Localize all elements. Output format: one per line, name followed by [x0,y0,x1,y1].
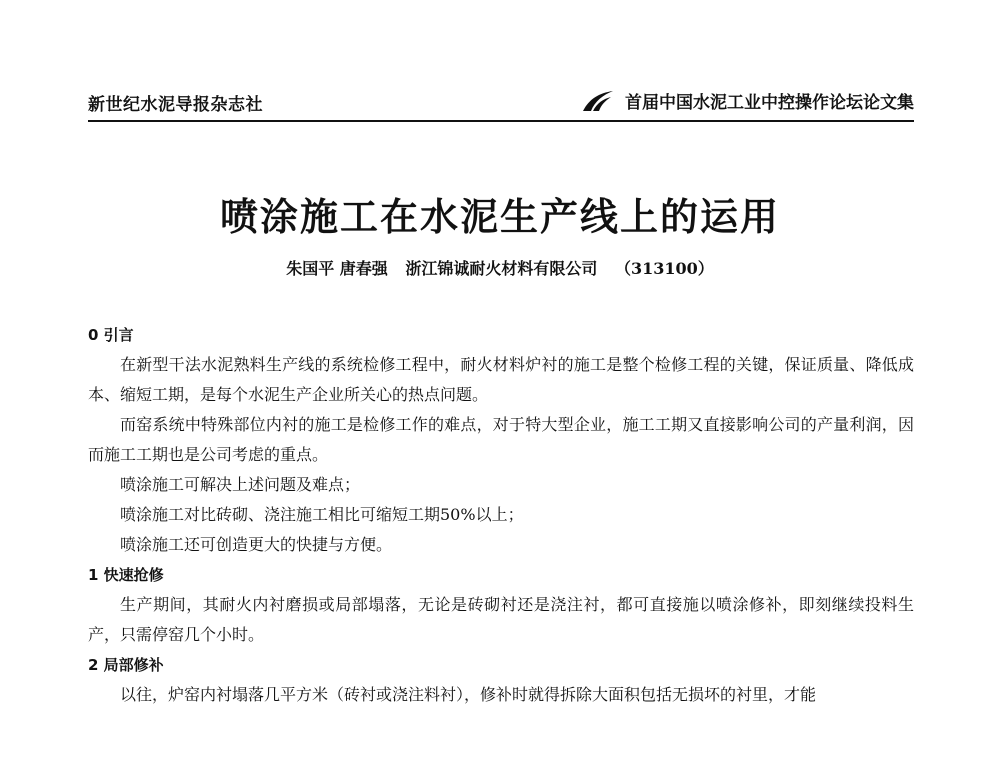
paragraph: 以往，炉窑内衬塌落几平方米（砖衬或浇注料衬），修补时就得拆除大面积包括无损坏的衬里，才能 [120,685,817,704]
paragraph: 生产期间，其耐火内衬磨损或局部塌落，无论是砖砌衬还是浇注衬，都可直接施以喷涂修补，即刻继续投料生产，只需停窑几个小时。 [88,595,914,644]
proceedings-title-group [581,88,914,113]
running-header [88,88,914,122]
publisher-name: 新世纪水泥导报杂志社 [88,95,263,115]
article-body [88,320,914,710]
section-heading: 2 局部修补 [88,656,164,674]
paragraph: 在新型干法水泥熟料生产线的系统检修工程中，耐火材料炉衬的施工是整个检修工程的关键，保证质量、降低成本、缩短工期，是每个水泥生产企业所关心的热点问题。 [88,355,914,404]
author-names: 朱国平 唐春强 [286,259,388,278]
proceedings-title: 首届中国水泥工业中控操作论坛论文集 [625,93,914,113]
section-heading: 0 引言 [88,326,134,344]
article-title: 喷涂施工在水泥生产线上的运用 [219,194,780,239]
swoosh-logo-icon [581,89,615,113]
list-line: 喷涂施工还可创造更大的快捷与方便。 [120,535,393,554]
postcode: （313100） [614,259,714,278]
author-affiliation: 浙江锦诚耐火材料有限公司 [405,259,598,278]
paragraph: 而窑系统中特殊部位内衬的施工是检修工作的难点，对于特大型企业，施工工期又直接影响公司的产量利润，因而施工工期也是公司考虑的重点。 [88,415,914,464]
section-heading: 1 快速抢修 [88,566,164,584]
list-line: 喷涂施工可解决上述问题及难点； [120,475,361,494]
author-line [0,256,1000,279]
list-line: 喷涂施工对比砖砌、浇注施工相比可缩短工期50%以上； [120,505,524,524]
